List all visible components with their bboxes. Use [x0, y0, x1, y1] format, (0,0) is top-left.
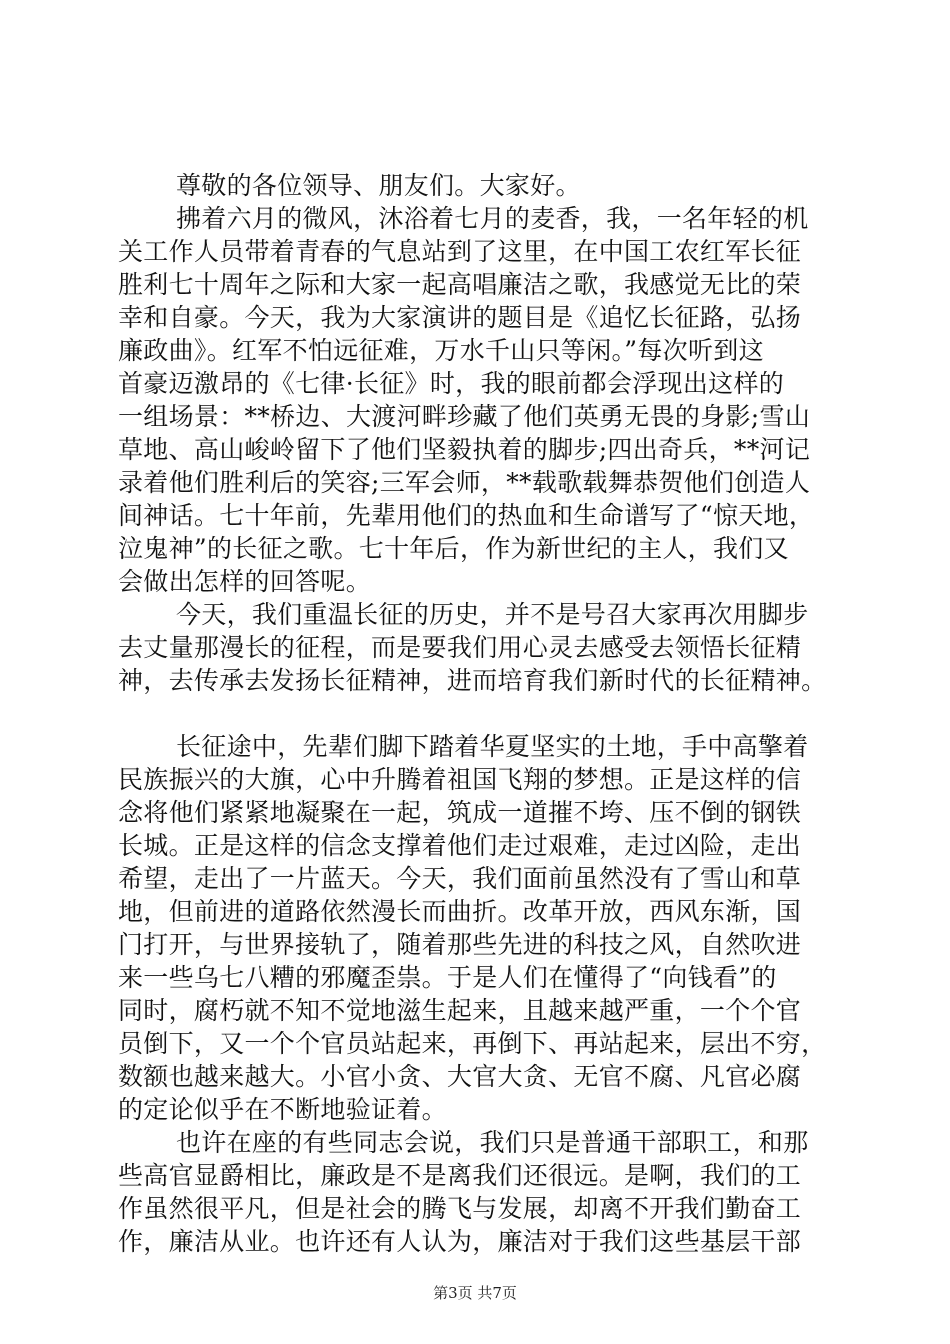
- page-footer: [0, 1283, 950, 1303]
- paragraph-long-march: [118, 730, 838, 1126]
- text-line: 地，但前进的道路依然漫长而曲折。改革开放，西风东渐，国: [118, 897, 802, 926]
- text-line: 间神话。七十年前，先辈用他们的热血和生命谱写了“惊天地，: [118, 501, 815, 530]
- text-line: 今天，我们重温长征的历史，并不是号召大家再次用脚步: [176, 600, 809, 629]
- paragraph-ordinary-cadres: [118, 1126, 838, 1258]
- text-line: 幸和自豪。今天，我为大家演讲的题目是《追忆长征路，弘扬: [118, 303, 802, 332]
- text-line: 廉政曲》。红军不怕远征难，万水千山只等闲。”每次听到这: [118, 336, 764, 365]
- paragraph-spacer: [118, 697, 838, 730]
- text-line: 胜利七十周年之际和大家一起高唱廉洁之歌，我感觉无比的荣: [118, 270, 802, 299]
- text-line: 神，去传承去发扬长征精神，进而培育我们新时代的长征精神。: [118, 666, 827, 695]
- text-line: 同时，腐朽就不知不觉地滋生起来，且越来越严重，一个个官: [118, 996, 802, 1025]
- text-line: 一组场景：**桥边、大渡河畔珍藏了他们英勇无畏的身影;雪山: [118, 402, 811, 431]
- text-line: 的定论似乎在不断地验证着。: [118, 1095, 447, 1124]
- text-line: 尊敬的各位领导、朋友们。大家好。: [176, 171, 581, 200]
- text-line: 关工作人员带着青春的气息站到了这里，在中国工农红军长征: [118, 237, 802, 266]
- text-line: 来一些乌七八糟的邪魔歪祟。于是人们在懂得了“向钱看”的: [118, 963, 777, 992]
- text-line: 泣鬼神”的长征之歌。七十年后，作为新世纪的主人，我们又: [118, 534, 789, 563]
- paragraph-opening: [118, 202, 838, 598]
- text-line: 长征途中，先辈们脚下踏着华夏坚实的土地，手中高擎着: [176, 732, 809, 761]
- text-line: 数额也越来越大。小官小贪、大官大贪、无官不腐、凡官必腐: [118, 1062, 802, 1091]
- text-line: 录着他们胜利后的笑容;三军会师，**载歌载舞恭贺他们创造人: [118, 468, 811, 497]
- text-line: 会做出怎样的回答呢。: [118, 567, 372, 596]
- text-line: 些高官显爵相比，廉政是不是离我们还很远。是啊，我们的工: [118, 1161, 802, 1190]
- paragraph-revisit-history: [118, 598, 838, 697]
- text-line: 希望，走出了一片蓝天。今天，我们面前虽然没有了雪山和草: [118, 864, 802, 893]
- text-line: 作虽然很平凡，但是社会的腾飞与发展，却离不开我们勤奋工: [118, 1194, 802, 1223]
- text-line: 首豪迈激昂的《七律·长征》时，我的眼前都会浮现出这样的: [118, 369, 785, 398]
- text-line: 员倒下，又一个个官员站起来，再倒下、再站起来，层出不穷，: [118, 1029, 827, 1058]
- text-line: 也许在座的有些同志会说，我们只是普通干部职工，和那: [176, 1128, 809, 1157]
- page-number-label: 第3页 共7页: [433, 1284, 517, 1302]
- text-line: 念将他们紧紧地凝聚在一起，筑成一道摧不垮、压不倒的钢铁: [118, 798, 802, 827]
- text-line: 长城。正是这样的信念支撑着他们走过艰难，走过凶险，走出: [118, 831, 802, 860]
- document-body: [118, 169, 838, 1258]
- text-line: 作，廉洁从业。也许还有人认为，廉洁对于我们这些基层干部: [118, 1227, 802, 1256]
- text-line: 草地、高山峻岭留下了他们坚毅执着的脚步;四出奇兵，**河记: [118, 435, 811, 464]
- text-line: 去丈量那漫长的征程，而是要我们用心灵去感受去领悟长征精: [118, 633, 802, 662]
- text-line: 门打开，与世界接轨了，随着那些先进的科技之风，自然吹进: [118, 930, 802, 959]
- text-line: 拂着六月的微风，沐浴着七月的麦香，我，一名年轻的机: [176, 204, 809, 233]
- paragraph-greeting: [118, 169, 838, 202]
- text-line: 民族振兴的大旗，心中升腾着祖国飞翔的梦想。正是这样的信: [118, 765, 802, 794]
